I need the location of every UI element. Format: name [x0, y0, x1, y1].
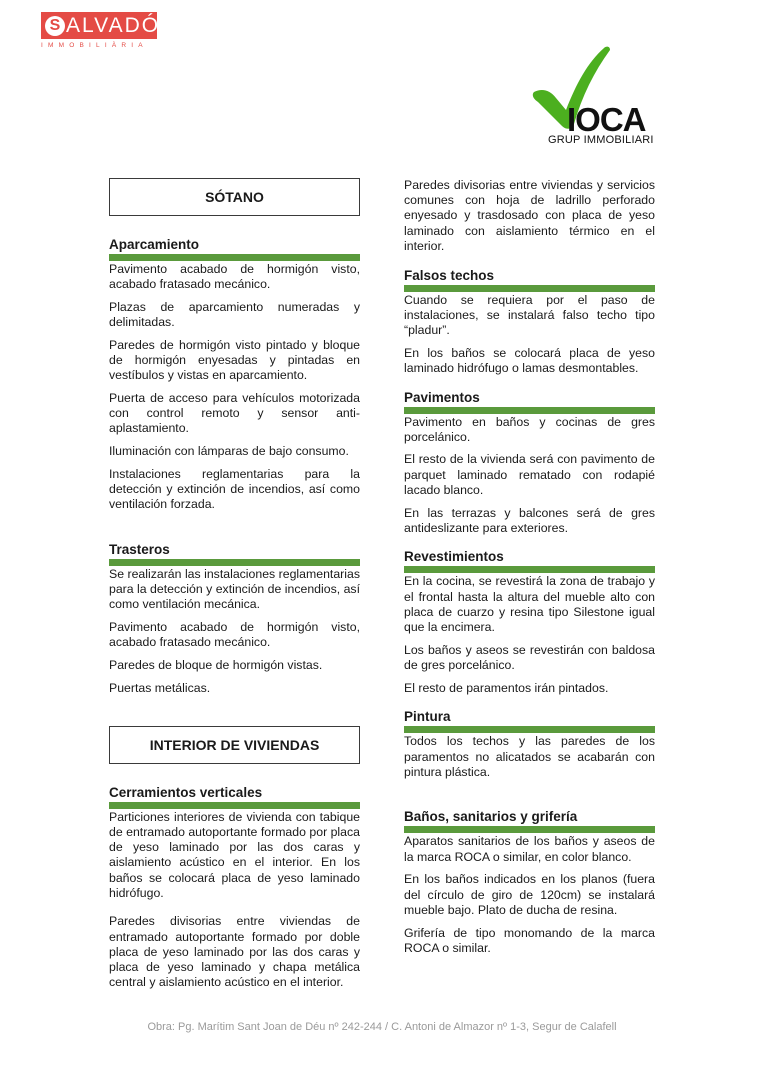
salvado-logo-mark: S ALVADÓ [41, 12, 157, 39]
paragraph: Pavimento acabado de hormigón visto, acabado fratasado mecánico. [109, 619, 360, 650]
paragraph: En los baños indicados en los planos (fuera del círculo de giro de 120cm) se instalará mueble bajo. Plato de ducha de resina. [404, 872, 655, 917]
paragraph: Pavimento en baños y cocinas de gres porcelánico. [404, 414, 655, 444]
paragraph: Los baños y aseos se revestirán con baldosa de gres porcelánico. [404, 642, 655, 672]
section-divider [404, 407, 655, 414]
section-cerramientos-verticales [109, 785, 360, 991]
paragraph: Cuando se requiera por el paso de instalaciones, se instalará falso techo tipo “pladur”. [404, 292, 655, 337]
page-footer: Obra: Pg. Marítim Sant Joan de Déu nº 242-244 / C. Antoni de Almazor nº 1-3, Segur de Calafell [147, 1021, 617, 1033]
section-title: Aparcamiento [109, 237, 200, 252]
section-divider [404, 726, 655, 733]
section-box-interior-viviendas: INTERIOR DE VIVIENDAS [109, 726, 360, 764]
vioca-logo-word: IOCA [567, 101, 646, 138]
right-column [404, 178, 655, 963]
section-title: Trasteros [109, 541, 170, 557]
paragraph: Plazas de aparcamiento numeradas y delimitadas. [109, 299, 360, 330]
paragraph: En los baños se colocará placa de yeso laminado hidrófugo o lamas desmontables. [404, 345, 655, 375]
section-divider [109, 254, 360, 261]
paragraph: En la cocina, se revestirá la zona de trabajo y el frontal hasta la altura del mueble alto con placa de cuarzo y resina tipo Silestone igual que la encimera. [404, 574, 655, 635]
section-revestimientos [404, 549, 655, 695]
paragraph: Pavimento acabado de hormigón visto, acabado fratasado mecánico. [109, 262, 360, 292]
section-title: Baños, sanitarios y grifería [404, 809, 578, 825]
paragraph: El resto de la vivienda será con pavimento de parquet laminado rematado con rodapié lacado blanco. [404, 452, 655, 497]
paragraph: Paredes divisorias entre viviendas de entramado autoportante formado por doble placa de yeso laminado por las dos caras y placa de yeso laminado y chapa metálica central y aislamiento acústico en el interior. [109, 914, 360, 990]
salvado-logo-subtitle: IMMOBILIÀRIA [41, 42, 148, 49]
section-divider [404, 826, 655, 833]
section-title: Falsos techos [404, 267, 495, 283]
paragraph: Paredes de bloque de hormigón vistas. [109, 657, 323, 672]
paragraph: Paredes divisorias entre viviendas y servicios comunes con hoja de ladrillo perforado enyesado y trasdosado con placa de yeso laminado con aislamiento térmico en el interior. [404, 178, 655, 253]
vioca-logo [532, 44, 662, 149]
section-trasteros [109, 542, 360, 696]
section-pavimentos [404, 390, 655, 536]
section-box-sotano: SÓTANO [109, 178, 360, 216]
section-title: Cerramientos verticales [109, 784, 263, 800]
left-column [109, 178, 360, 998]
paragraph: Puertas metálicas. [109, 680, 211, 695]
section-title: Pintura [404, 709, 451, 725]
paragraph: Puerta de acceso para vehículos motorizada con control remoto y sensor anti-aplastamiento. [109, 390, 360, 436]
paragraph: El resto de paramentos irán pintados. [404, 680, 609, 695]
paragraph: Paredes de hormigón visto pintado y bloque de hormigón enyesadas y pintadas en vestíbulos y vistas en aparcamiento. [109, 337, 360, 383]
paragraph: Grifería de tipo monomando de la marca ROCA o similar. [404, 925, 655, 955]
section-divider [109, 802, 360, 809]
section-aparcamiento [109, 237, 360, 512]
section-divider [404, 566, 655, 573]
section-pintura [404, 709, 655, 780]
paragraph: Particiones interiores de vivienda con tabique de entramado autoportante formado por placa de yeso laminado por las dos caras y aislamiento acústico en el interior. En los baños se colocará placa de yeso laminado hidrófugo. [109, 809, 360, 900]
section-title: Revestimientos [404, 549, 504, 565]
paragraph: Iluminación con lámparas de bajo consumo. [109, 444, 349, 459]
section-divider [109, 559, 360, 566]
paragraph: Aparatos sanitarios de los baños y aseos de la marca ROCA o similar, en color blanco. [404, 834, 655, 864]
paragraph: Instalaciones reglamentarias para la detección y extinción de incendios, así como ventilación forzada. [109, 466, 360, 512]
paragraph: Todos los techos y las paredes de los paramentos no alicatados se acabarán con pintura plástica. [404, 734, 655, 779]
section-divider [404, 285, 655, 292]
salvado-logo [41, 12, 161, 49]
paragraph: En las terrazas y balcones será de gres antideslizante para exteriores. [404, 505, 655, 535]
paragraph: Se realizarán las instalaciones reglamentarias para la detección y extinción de incendios, así como ventilación mecánica. [109, 566, 360, 612]
vioca-logo-subtitle: GRUP IMMOBILIARI [548, 134, 654, 146]
section-banos-sanitarios-griferia [404, 809, 655, 955]
section-falsos-techos [404, 268, 655, 377]
section-title: Pavimentos [404, 389, 480, 405]
